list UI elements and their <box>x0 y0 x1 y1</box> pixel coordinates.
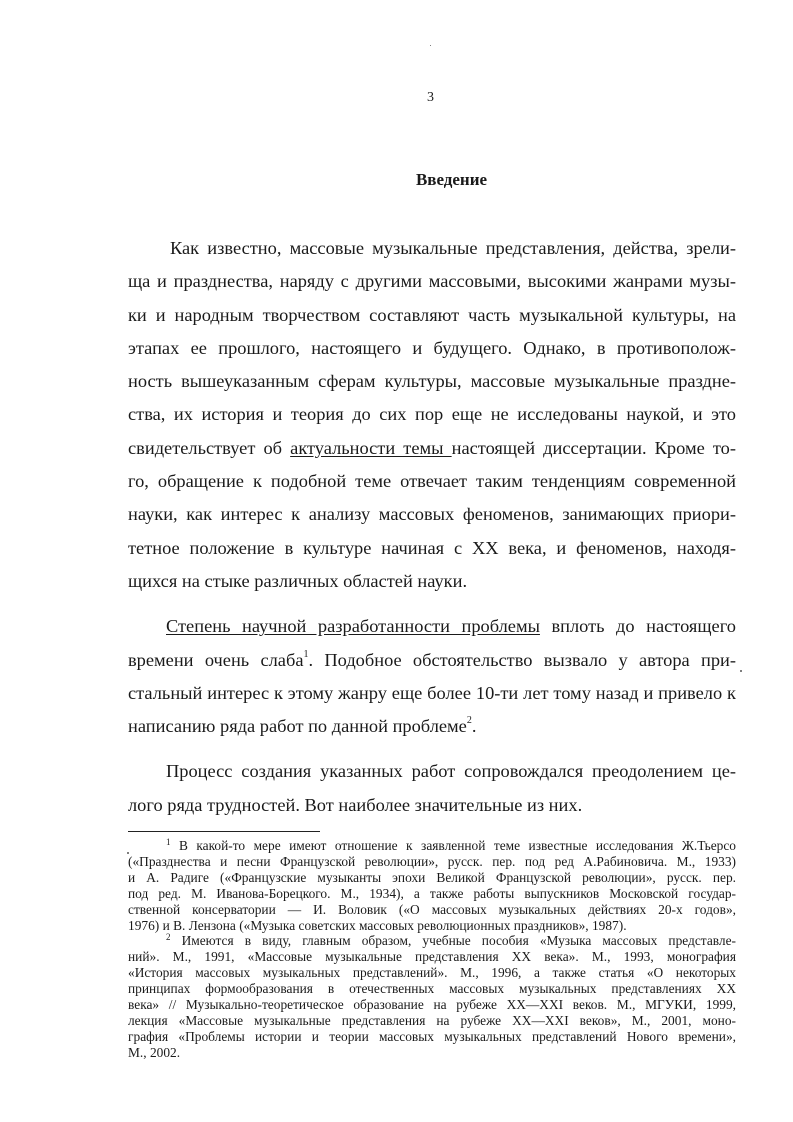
footnote-line: принципах формообразования в отечественных массовых музыкальных представлениях XX <box>128 981 736 997</box>
text-line: Как известно, массовые музыкальные представления, действа, зрели- <box>170 238 736 258</box>
text-line: лого ряда трудностей. Вот наиболее значительные из них. <box>128 794 583 815</box>
footnote-line: («Празднества и песни Французской революции», русск. пер. под ред А.Рабиновича. М., 1933) <box>128 853 736 869</box>
footnote-line <box>128 838 736 854</box>
underlined-term: Степень научной разработанности проблемы <box>166 616 540 637</box>
text-line <box>128 644 736 677</box>
text-run: В какой-то мере имеют отношение к заявленной теме известные исследования Ж.Тьерсо <box>170 838 736 853</box>
footnote-line <box>128 933 736 949</box>
text-run: . Подобное обстоятельство вызвало у автора при- <box>308 649 736 670</box>
scan-speck <box>740 670 742 672</box>
text-run: свидетельствует об <box>128 437 291 458</box>
footnote-ref: 2 <box>466 715 472 727</box>
footnote-line: «История массовых музыкальных представлений». М., 1996, а также статья «О некоторых <box>128 965 736 981</box>
page-number: 3 <box>427 90 434 105</box>
text-run: Имеются в виду, главным образом, учебные пособия «Музыка массовых представле- <box>170 933 736 949</box>
text-run: настоящей диссертации. Кроме то- <box>451 437 736 458</box>
text-line: стальный интерес к этому жанру еще более 10-ти лет тому назад и привело к <box>128 682 736 703</box>
text-line <box>128 710 736 743</box>
text-line: го, обращение к подобной теме отвечает таким тенденциям современной <box>128 471 736 492</box>
text-run: написанию ряда работ по данной проблеме <box>128 716 467 737</box>
text-run: вплоть до настоящего <box>539 616 736 637</box>
footnotes <box>128 838 736 1061</box>
text-run: . <box>471 716 477 737</box>
footnote-separator <box>128 831 320 832</box>
text-line: Процесс создания указанных работ сопровождался преодолением це- <box>166 761 736 782</box>
footnote-line: лекция «Массовые музыкальные представления на рубеже XX—XXI веков», М., 2001, моно- <box>128 1012 736 1028</box>
footnote-line: под ред. М. Иванова-Борецкого. М., 1934), а также работы выпускников Московской государ- <box>128 885 736 901</box>
footnote-line: 1976) и В. Лензона («Музыка советских массовых революционных праздников», 1987). <box>128 917 627 933</box>
main-text <box>128 232 736 822</box>
footnote-line: и А. Радиге («Французские музыканты эпохи Великой Французской революции», русск. пер. <box>128 869 736 885</box>
footnote-mark: 1 <box>166 837 171 847</box>
text-line <box>128 610 736 643</box>
footnote-line: века» // Музыкально-теоретическое образование на рубеже XX—XXI веков. М., МГУКИ, 1999, <box>128 997 736 1013</box>
text-run: времени очень слаба <box>128 649 304 670</box>
text-line: ность вышеуказанным сферам культуры, массовые музыкальные праздне- <box>128 371 736 392</box>
text-line: ки и народным творчеством составляют часть музыкальной культуры, на <box>128 304 736 325</box>
footnote-line: М., 2002. <box>128 1044 181 1060</box>
scan-speck <box>430 45 431 46</box>
underlined-term: актуальности темы <box>290 437 452 458</box>
text-line: науки, как интерес к анализу массовых феноменов, занимающих приори- <box>128 504 736 525</box>
section-heading: Введение <box>415 170 488 189</box>
footnote-line: ний». М., 1991, «Массовые музыкальные представления XX века». М., 1993, монография <box>128 949 736 965</box>
footnote-mark: 2 <box>166 932 171 943</box>
footnote-ref: 1 <box>303 648 309 660</box>
text-line <box>128 432 736 465</box>
scan-speck <box>127 852 129 854</box>
text-line: ства, их история и теория до сих пор еще не исследованы наукой, и это <box>128 404 736 425</box>
footnote-line: графия «Проблемы истории и теории массовых музыкальных представлений Нового времени», <box>128 1028 736 1044</box>
text-line: ща и празднества, наряду с другими массовыми, высокими жанрами музы- <box>128 271 736 292</box>
footnote-line: ственной консерватории — И. Воловик («О массовых музыкальных действиях 20-х годов», <box>128 901 736 917</box>
text-line: этапах ее прошлого, настоящего и будущего. Однако, в противополож- <box>128 337 736 358</box>
text-line: тетное положение в культуре начиная с XX века, и феноменов, находя- <box>128 537 736 558</box>
text-line: щихся на стыке различных областей науки. <box>128 570 468 591</box>
